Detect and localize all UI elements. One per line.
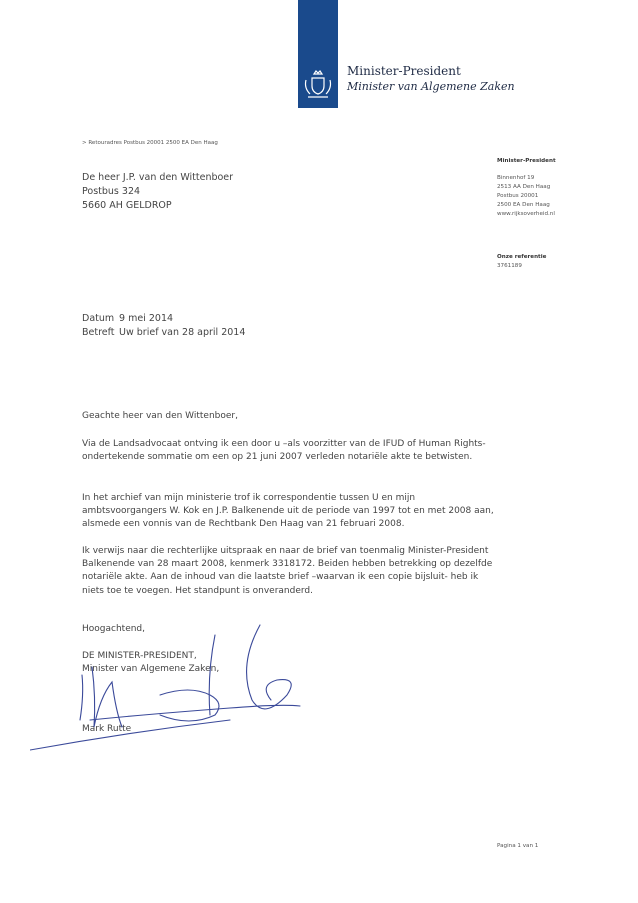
signatory-name: Mark Rutte — [82, 724, 132, 734]
sender-website[interactable]: www.rijksoverheid.nl — [497, 211, 555, 217]
subject-row — [82, 327, 245, 338]
salutation: Geachte heer van den Wittenboer, — [82, 411, 238, 421]
paragraph-1: Via de Landsadvocaat ontving ik een door u –als voorzitter van de IFUD of Human Rights- ondertekende sommatie om een op 21 juni 2007 verleden notariële akte te betwisten. — [82, 439, 486, 463]
org-title: Minister-President — [347, 64, 461, 78]
sender-postal: 2513 AA Den Haag — [497, 184, 551, 190]
sender-pobox-postal: 2500 EA Den Haag — [497, 202, 550, 208]
date-row — [82, 313, 173, 324]
sender-pobox: Postbus 20001 — [497, 193, 539, 199]
subject-value: Uw brief van 28 april 2014 — [119, 327, 246, 338]
date-label: Datum — [82, 313, 115, 324]
reference-label: Onze referentie — [497, 254, 547, 260]
coat-of-arms-icon — [298, 64, 338, 104]
page-number: Pagina 1 van 1 — [497, 843, 539, 849]
recipient-name: De heer J.P. van den Wittenboer — [82, 172, 234, 183]
org-subtitle: Minister van Algemene Zaken — [347, 80, 515, 93]
signatory-role-2: Minister van Algemene Zaken, — [82, 664, 220, 674]
recipient-city: 5660 AH GELDROP — [82, 200, 172, 211]
sender-title: Minister-President — [497, 158, 556, 164]
signatory-role-1: DE MINISTER-PRESIDENT, — [82, 651, 197, 661]
closing: Hoogachtend, — [82, 624, 146, 634]
signature — [30, 615, 350, 765]
subject-label: Betreft — [82, 327, 115, 338]
recipient-pobox: Postbus 324 — [82, 186, 141, 197]
reference-value: 3761189 — [497, 263, 522, 269]
return-address: > Retouradres Postbus 20001 2500 EA Den Haag — [82, 140, 218, 146]
paragraph-2: In het archief van mijn ministerie trof ik correspondentie tussen U en mijn ambtsvoorgangers W. Kok en J.P. Balkenende uit de periode van 1997 tot en met 2008 aan, alsmede een vonnis van de Rechtbank Den Haag van 21 februari 2008. — [82, 493, 494, 530]
sender-street: Binnenhof 19 — [497, 175, 535, 181]
paragraph-3: Ik verwijs naar die rechterlijke uitspraak en naar de brief van toenmalig Minister-President Balkenende van 28 maart 2008, kenmerk 3318172. Beiden hebben betrekking op dezelfde notariële akte. Aan de inhoud van die laatste brief –waarvan ik een copie bijsluit- heb ik niets toe te voegen. Het standpunt is onveranderd. — [82, 546, 493, 596]
date-value: 9 mei 2014 — [119, 313, 174, 324]
